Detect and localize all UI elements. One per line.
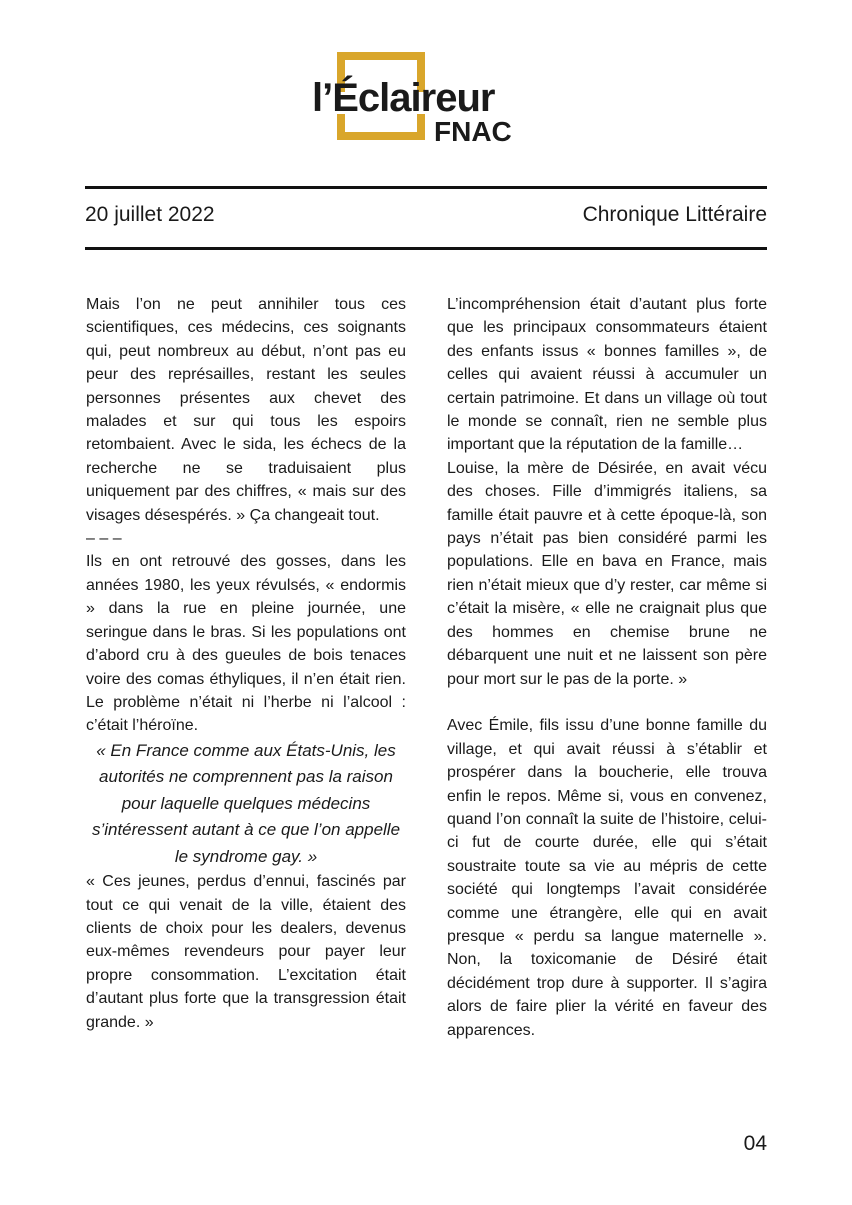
header-bottom-rule xyxy=(85,247,767,250)
right-paragraph-3: Avec Émile, fils issu d’une bonne famille du village, et qui avait réussi à s’établir et prospérer dans la boucherie, elle trouva enfin le repos. Même si, vous en convenez, quand l’on connaît la suite de l’histoire, celui-ci fut de courte durée, elle qui s’était soustraite toute sa vie au mépris de cette société qui longtemps l’avait considérée comme une étrangère, elle qui en avait presque « perdu sa langue maternelle ». Non, la toxicomanie de Désiré était décidément trop dure à supporter. Il s’agira alors de faire plier la vérité en faveur des apparences. xyxy=(447,717,767,1039)
paragraph-gap xyxy=(447,691,767,714)
section-separator: – – – xyxy=(86,530,122,548)
logo-sub-text: FNAC xyxy=(434,116,512,147)
left-paragraph-1: Mais l’on ne peut annihiler tous ces scientifiques, ces médecins, ces soignants qui, peut nombreux au début, n’ont pas eu peur des représailles, restant les seules personnes présentes aux chevet des malades et sur qui tous les espoirs retombaient. Avec le sida, les échecs de la recherche ne se traduisaient plus uniquement par des chiffres, « mais sur des visages désespérés. » Ça changeait tout. xyxy=(86,296,406,524)
publication-date: 20 juillet 2022 xyxy=(85,203,215,226)
section-rubric: Chronique Littéraire xyxy=(582,203,767,226)
right-paragraph-1: L’incompréhension était d’autant plus forte que les principaux consommateurs étaient des enfants issus « bonnes familles », de celles qui avaient réussi à accumuler un certain patrimoine. Et dans un village où tout le monde se connaît, rien ne semble plus important que la réputation de la famille… xyxy=(447,296,767,454)
right-column xyxy=(447,293,767,1042)
left-column xyxy=(86,293,406,1034)
logo-brand-text: l’Éclaireur xyxy=(312,76,495,120)
eclaireur-fnac-logo xyxy=(312,52,542,152)
pull-quote: « En France comme aux États-Unis, les autorités ne comprennent pas la raison pour laquelle quelques médecins s’intéressent autant à ce que l’on appelle le syndrome gay. » xyxy=(91,740,401,866)
left-paragraph-2: Ils en ont retrouvé des gosses, dans les années 1980, les yeux révulsés, « endormis » dans la rue en pleine journée, une seringue dans le bras. Si les populations ont d’abord cru à des gueules de bois tenaces voire des comas éthyliques, il n’en était rien. Le problème n’était ni l’herbe ni l’alcool : c’était l’héroïne. xyxy=(86,553,406,735)
left-paragraph-3: « Ces jeunes, perdus d’ennui, fascinés par tout ce qui venait de la ville, étaient des clients de choix pour les dealers, devenus eux-mêmes revendeurs pour payer leur propre consommation. L’excitation était d’autant plus forte que la transgression était grande. » xyxy=(86,873,406,1031)
right-paragraph-2: Louise, la mère de Désirée, en avait vécu des choses. Fille d’immigrés italiens, sa famille était pauvre et à cette époque-là, son pays n’était pas bien considéré parmi les populations. Elle en bava en France, mais rien n’était mieux que d’y rester, car même si c’était la misère, « elle ne craignait plus que des hommes en chemise brune ne débarquent une nuit et ne laissent son père pour mort sur le pas de la porte. » xyxy=(447,459,767,688)
header-top-rule xyxy=(85,186,767,189)
page-number: 04 xyxy=(743,1132,767,1155)
